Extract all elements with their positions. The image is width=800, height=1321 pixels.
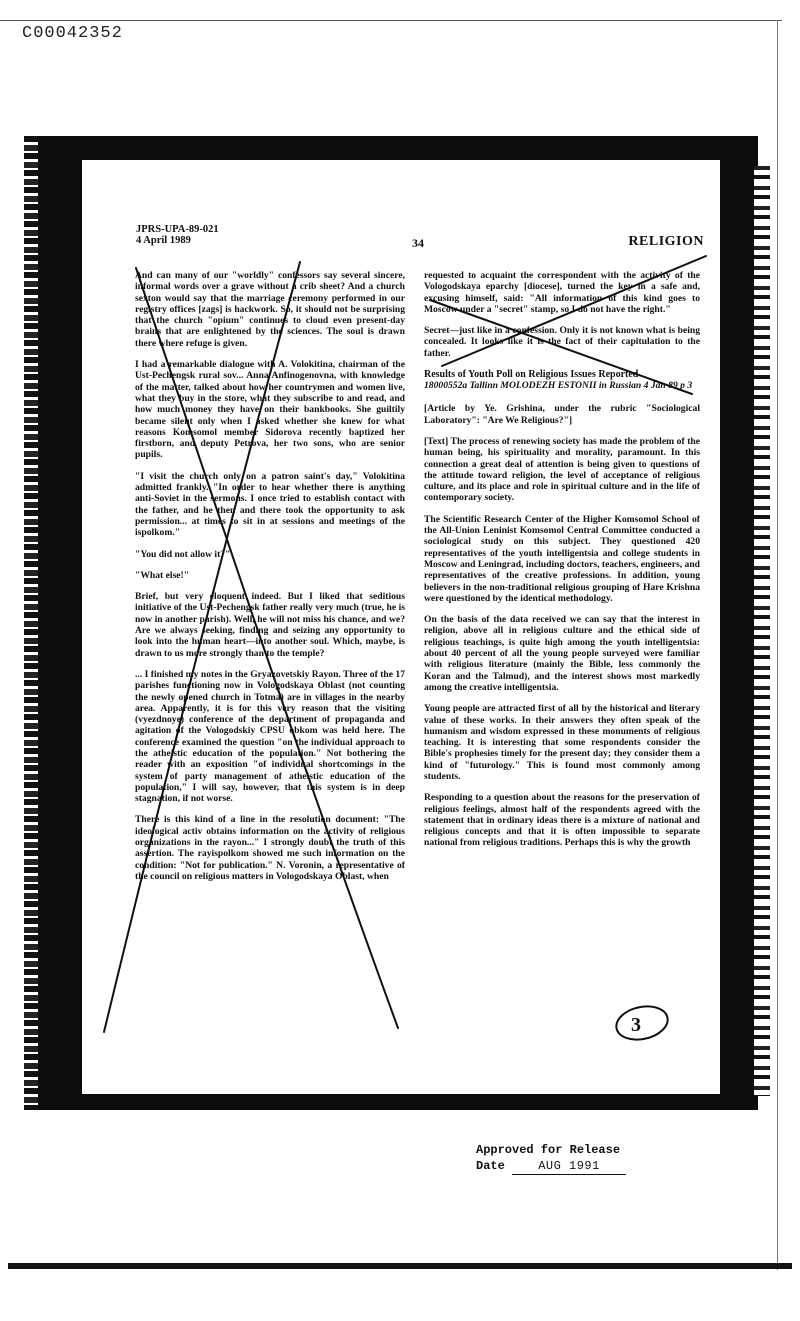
right-text-column	[424, 270, 700, 859]
document-id: C00042352	[22, 24, 123, 43]
photocopy-left-edge	[24, 136, 38, 1110]
approval-stamp	[476, 1142, 626, 1175]
paragraph: ... I finished my notes in the Gryazovetskiy Rayon. Three of the 17 parishes functioning now in Vologodskaya Oblast (not counting the newly opened church in Totma) are in villages in the nearby area. Apparently, it is for this very reason that the visiting (vyezdnoye) conference of the department of propaganda and agitation of the Vologodskiy CPSU obkom was held here. The conference examined the question "on the individual approach to the atheistic education of the population." Not bothering the reader with an exposition "of individual shortcomings in the system of party management of atheistic education of the population," I will say, however, that this system is in deep stagnation, if not worse.	[135, 668, 405, 805]
document-page	[82, 160, 720, 1094]
paragraph: [Article by Ye. Grishina, under the rubric "Sociological Laboratory": "Are We Religious?"]	[424, 403, 700, 426]
photocopy-right-edge	[754, 166, 770, 1096]
article-title: Results of Youth Poll on Religious Issues Reported	[424, 369, 639, 381]
article-source: 18000552a Tallinn MOLODEZH ESTONII in Russian 4 Jan 89 p 3	[424, 380, 693, 392]
bottom-border-line	[8, 1263, 792, 1269]
paragraph: requested to acquaint the correspondent with the activity of the Vologodskaya eparchy [diocese], turned the key in a safe and, excusing himself, said: "All information of this kind goes to Moscow under a "secret" stamp, so I do not have the right."	[424, 270, 700, 315]
page-number: 34	[412, 236, 424, 250]
paragraph: I had a remarkable dialogue with A. Volokitina, chairman of the Ust-Pechengsk rural sov... Anna Anfinogenovna, with knowledge of the matter, talked about how her countrymen and women live, what they buy in the store, what they subscribe to and read, and how much money they have on their bankbooks. She guiltily became silent only when I asked whether she knew for what reasons Komsomol member Sidorova recently baptized her firstborn, and deputy Petrova, her two sons, who are senior pupils.	[135, 359, 405, 461]
paragraph: The Scientific Research Center of the Higher Komsomol School of the All-Union Leninist Komsomol Central Committee conducted a sociological study on this subject. They questioned 420 representatives of the youth intelligentsia and college students in Moscow and Leningrad, including doctors, teachers, engineers, and representatives of the creative professions. In addition, young believers in the non-traditional religious grouping of Hare Krishna were questioned by the identical methodology.	[424, 513, 700, 604]
page-count-mark: 3	[631, 1014, 641, 1036]
approval-date-row	[476, 1158, 626, 1175]
approval-date-line	[512, 1158, 626, 1175]
paragraph: "I visit the church only on a patron saint's day," Volokitina admitted frankly. "In order to hear whether there is anything anti-Soviet in the sermons. I once tried to establish contact with the father, and he then and there took the opportunity to ask permission... at times to sit in at sessions and meetings of the ispolkom."	[135, 470, 405, 539]
top-border-line	[0, 20, 782, 21]
paragraph: [Text] The process of renewing society has made the problem of the human being, his spirituality and morality, paramount. In this connection a great deal of attention is being given to questions of the attitude toward religion, the level of acceptance of religious culture, and its place and role in spiritual culture and in the life of contemporary society.	[424, 435, 700, 504]
right-border-line	[777, 20, 778, 1270]
paragraph: Young people are attracted first of all by the historical and literary value of these works. In their answers they often speak of the humanism and wisdom expressed in these monuments of religious teaching. It is interesting that some respondents consider the Bible's prophesies timely for the present day; they consider them a kind of "futurology." This is found most commonly among students.	[424, 703, 700, 782]
report-date: 4 April 1989	[136, 235, 191, 246]
paragraph: Secret—just like in a confession. Only it is not known what is being concealed. It looks like it is the fact of their capitulation to the father.	[424, 325, 700, 359]
paragraph: On the basis of the data received we can say that the interest in religion, above all in religious culture and the ethical side of religious teachings, is quite high among the youth intelligentsia: about 40 percent of all the young people surveyed were familiar with religious literature (mainly the Bible, less commonly the Koran and the Talmud), and the interest shows most markedly among the creative intelligentsia.	[424, 614, 700, 693]
approval-label: Approved for Release	[476, 1143, 621, 1157]
paragraph: And can many of our "worldly" confessors say several sincere, informal words over a grave without a crib sheet? And a church sexton would say that the marriage ceremony performed in our registry offices [zags] is hackwork. So, it should not be surprising that the church "opium" continues to cloud even present-day brains that are enlightened by the sciences. The soul is drawn there where refuge is given.	[135, 270, 405, 349]
left-text-column	[135, 270, 405, 892]
approval-date-label: Date	[476, 1159, 505, 1173]
paragraph: Responding to a question about the reasons for the preservation of religious feelings, almost half of the respondents agreed with the statement that in ordinary ideas there is a mixture of national and religious concepts and that it is often impossible to separate national from religious traditions. Perhaps this is why the growth	[424, 792, 700, 849]
approval-date-value: AUG 1991	[538, 1159, 600, 1173]
section-title: RELIGION	[628, 234, 704, 249]
paragraph: There is this kind of a line in the resolution document: "The ideological activ obtains information on the activity of religious organizations in the rayon..." I strongly doubt the truth of this assertion. The rayispolkom showed me such information on the condition: "Not for publication." N. Voronin, a representative of the council on religious matters in Vologodskaya Oblast, when	[135, 814, 405, 882]
report-id: JPRS-UPA-89-021	[136, 224, 219, 235]
paragraph: "What else!"	[135, 569, 190, 581]
paragraph: "You did not allow it?"	[135, 548, 231, 560]
page-header-left	[136, 224, 219, 246]
paragraph: Brief, but very eloquent indeed. But I liked that seditious initiative of the Ust-Pechengsk father really very much (true, he is now in another parish). Well, he will not miss his chance, and we? Are we always seeking, finding and seizing any opportunity to look into the human heart—into another soul. Which, maybe, is drawn to us more strongly than to the temple?	[135, 591, 405, 659]
